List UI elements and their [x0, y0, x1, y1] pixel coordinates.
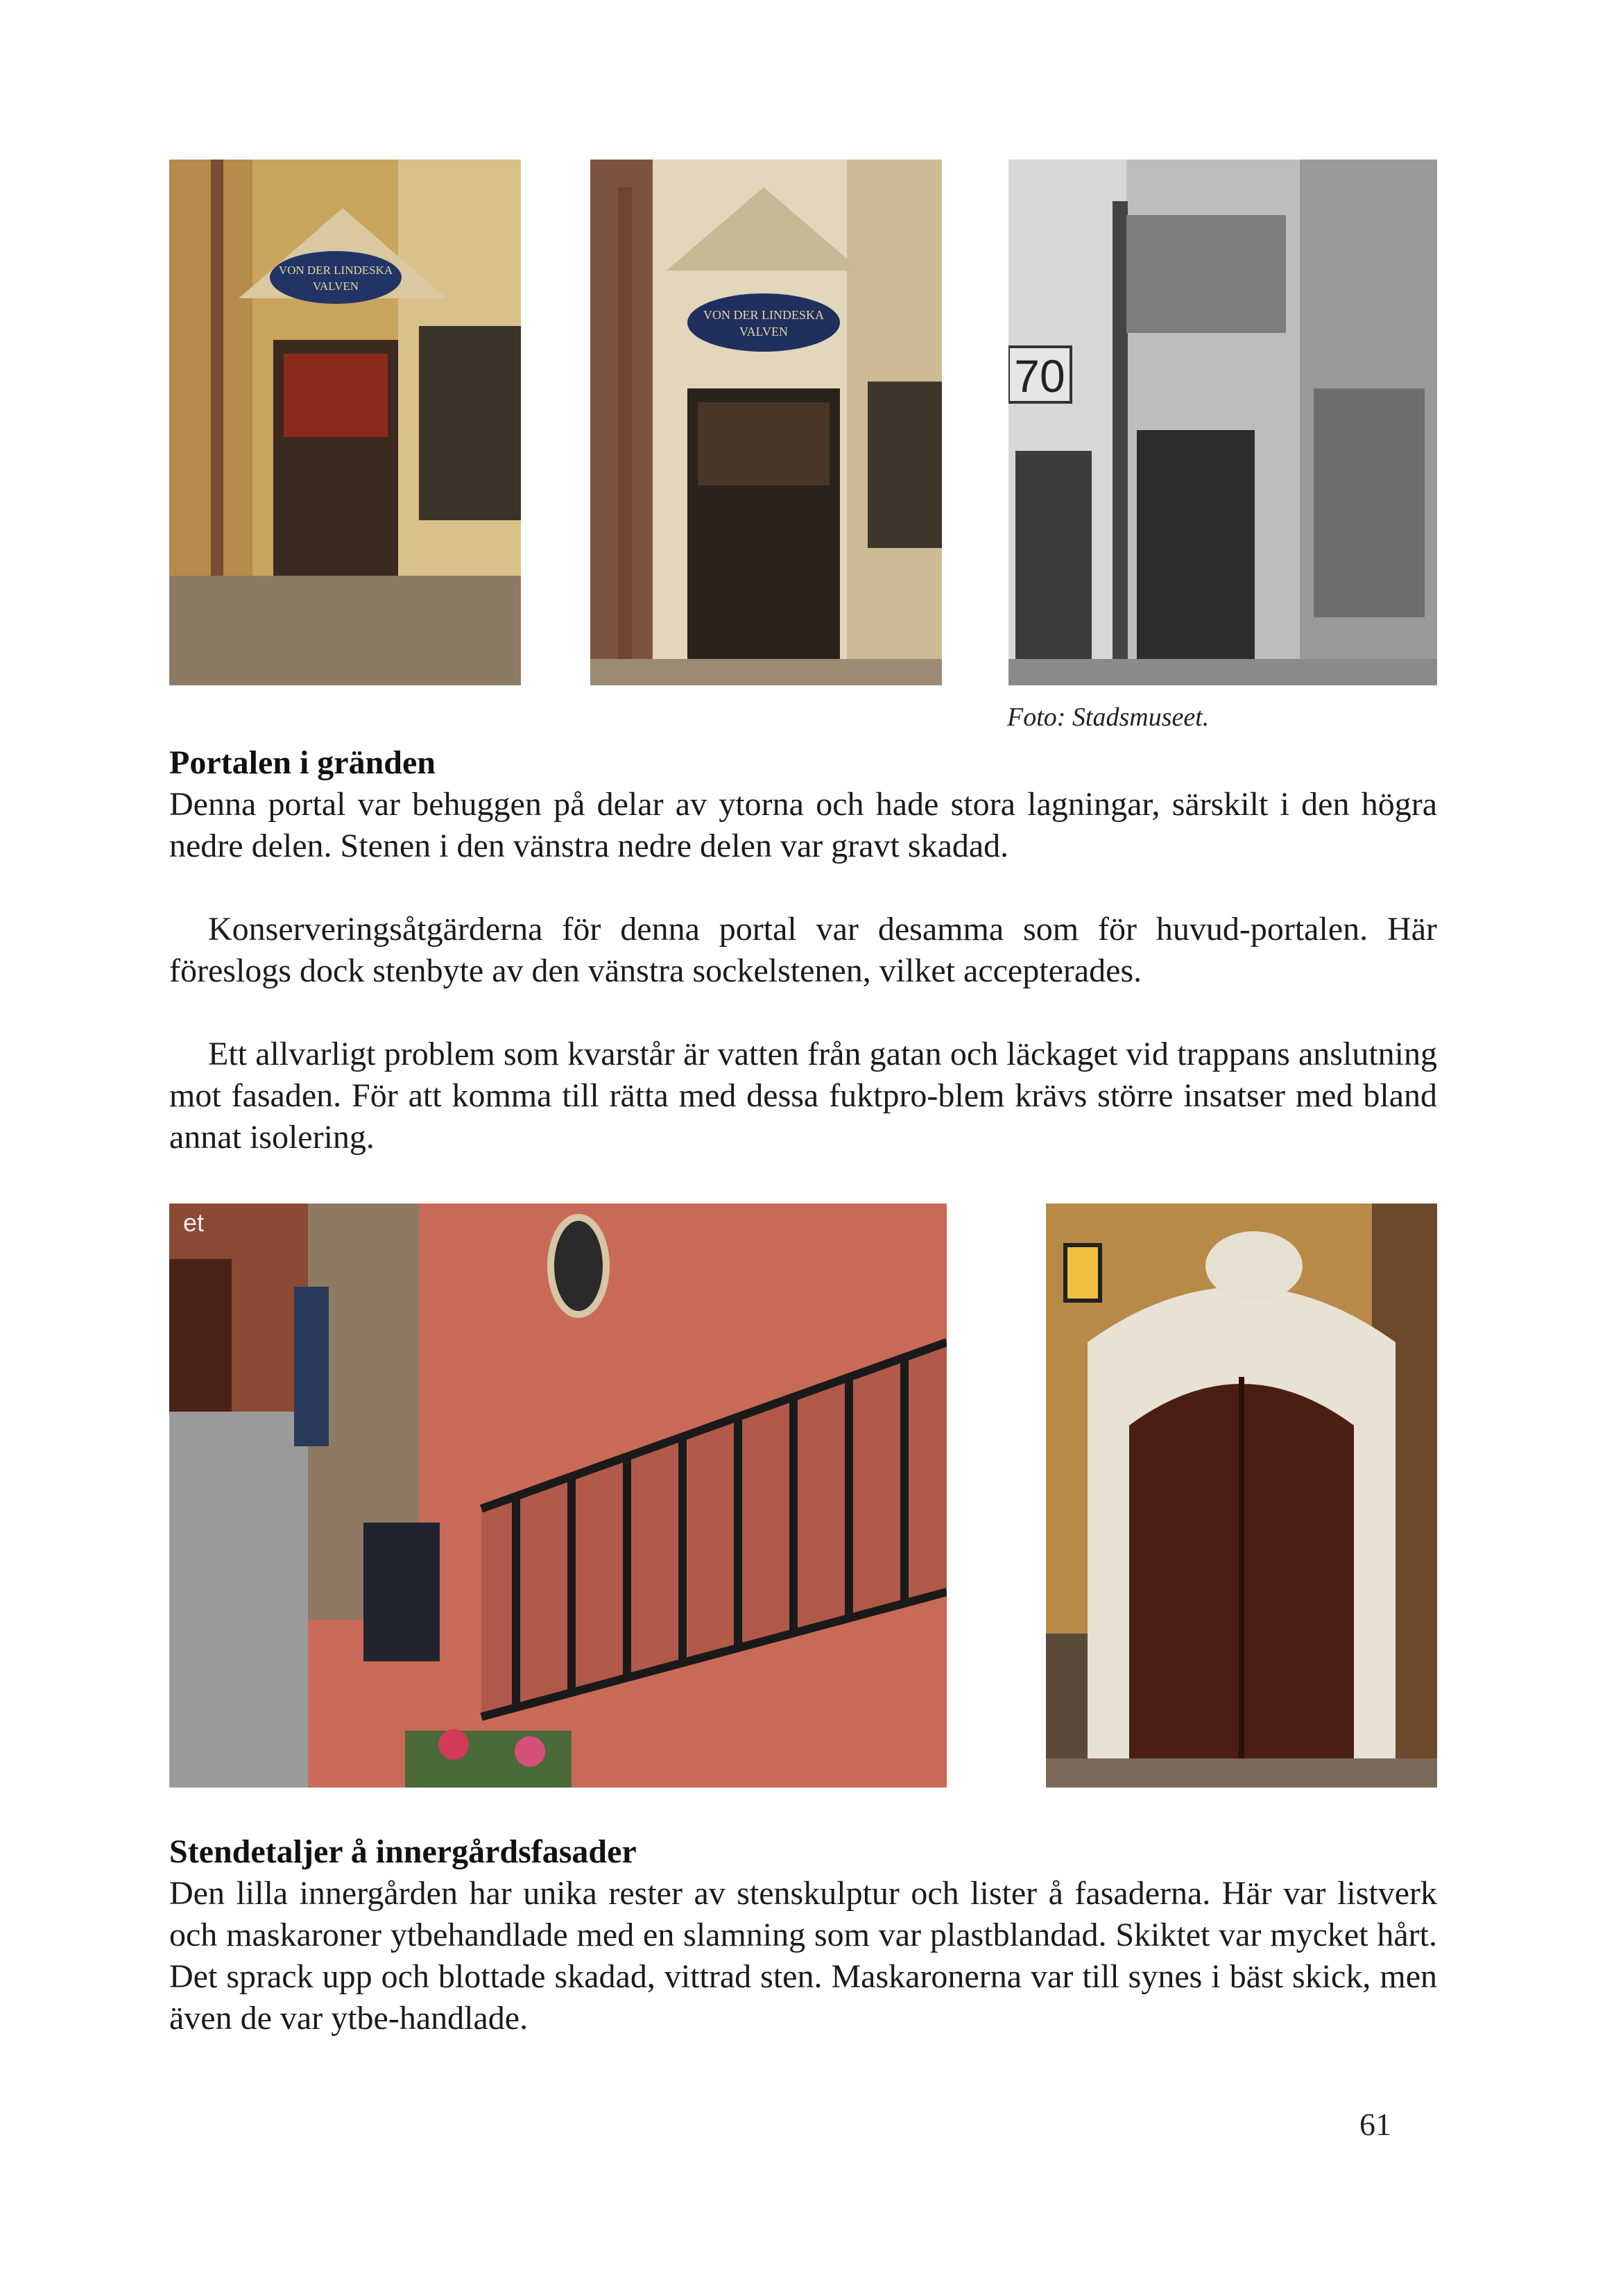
photo-portal-historic-bw	[1008, 160, 1437, 685]
photo-portal-lindeska-valven	[590, 160, 942, 685]
sign-text-line2: VALVEN	[739, 325, 789, 339]
section-heading-stendetaljer: Stendetaljer å innergårdsfasader	[169, 1833, 637, 1870]
photo-credit-caption: Foto: Stadsmuseet.	[1007, 703, 1210, 732]
paragraph	[169, 1034, 1437, 1158]
photo-portal-yellow-facade	[169, 160, 521, 685]
sign-fragment: et	[183, 1208, 205, 1237]
photo-workers-staircase	[169, 1203, 947, 1788]
paragraph-text: Konserveringsåtgärderna för denna portal var desamma som för huvud-portalen. Här föreslogs dock stenbyte av den vänstra sockelstenen, vilket accepterades.	[169, 911, 1437, 989]
paragraph-text: Ett allvarligt problem som kvarstår är vatten från gatan och läckaget vid trappans anslutning mot fasaden. För att komma till rätta med dessa fuktpro-blem krävs större insatser med bland annat isolering.	[169, 1036, 1437, 1156]
paragraph-text: Den lilla innergården har unika rester av stenskulptur och lister å fasaderna. Här var listverk och maskaroner ytbehandlade med en slamning som var plastblandad. Skiktet var mycket hårt. Det sprack upp och blottade skadad, vittrad sten. Maskaronerna var till synes i bäst skick, men även de var ytbe-handlade.	[169, 1875, 1437, 2037]
house-number: 70	[1014, 350, 1065, 402]
section-heading-portalen: Portalen i gränden	[169, 744, 436, 781]
paragraph	[169, 784, 1437, 867]
photo-restored-portal	[1046, 1203, 1437, 1788]
sign-text-line1: VON DER LINDESKA	[703, 308, 824, 322]
paragraph	[169, 909, 1437, 992]
sign-text-line1: VON DER LINDESKA	[278, 264, 393, 277]
paragraph	[169, 1873, 1437, 2039]
page-number: 61	[1359, 2107, 1391, 2142]
sign-text-line2: VALVEN	[312, 280, 359, 293]
paragraph-text: Denna portal var behuggen på delar av ytorna och hade stora lagningar, särskilt i den högra nedre delen. Stenen i den vänstra nedre delen var gravt skadad.	[169, 786, 1437, 864]
